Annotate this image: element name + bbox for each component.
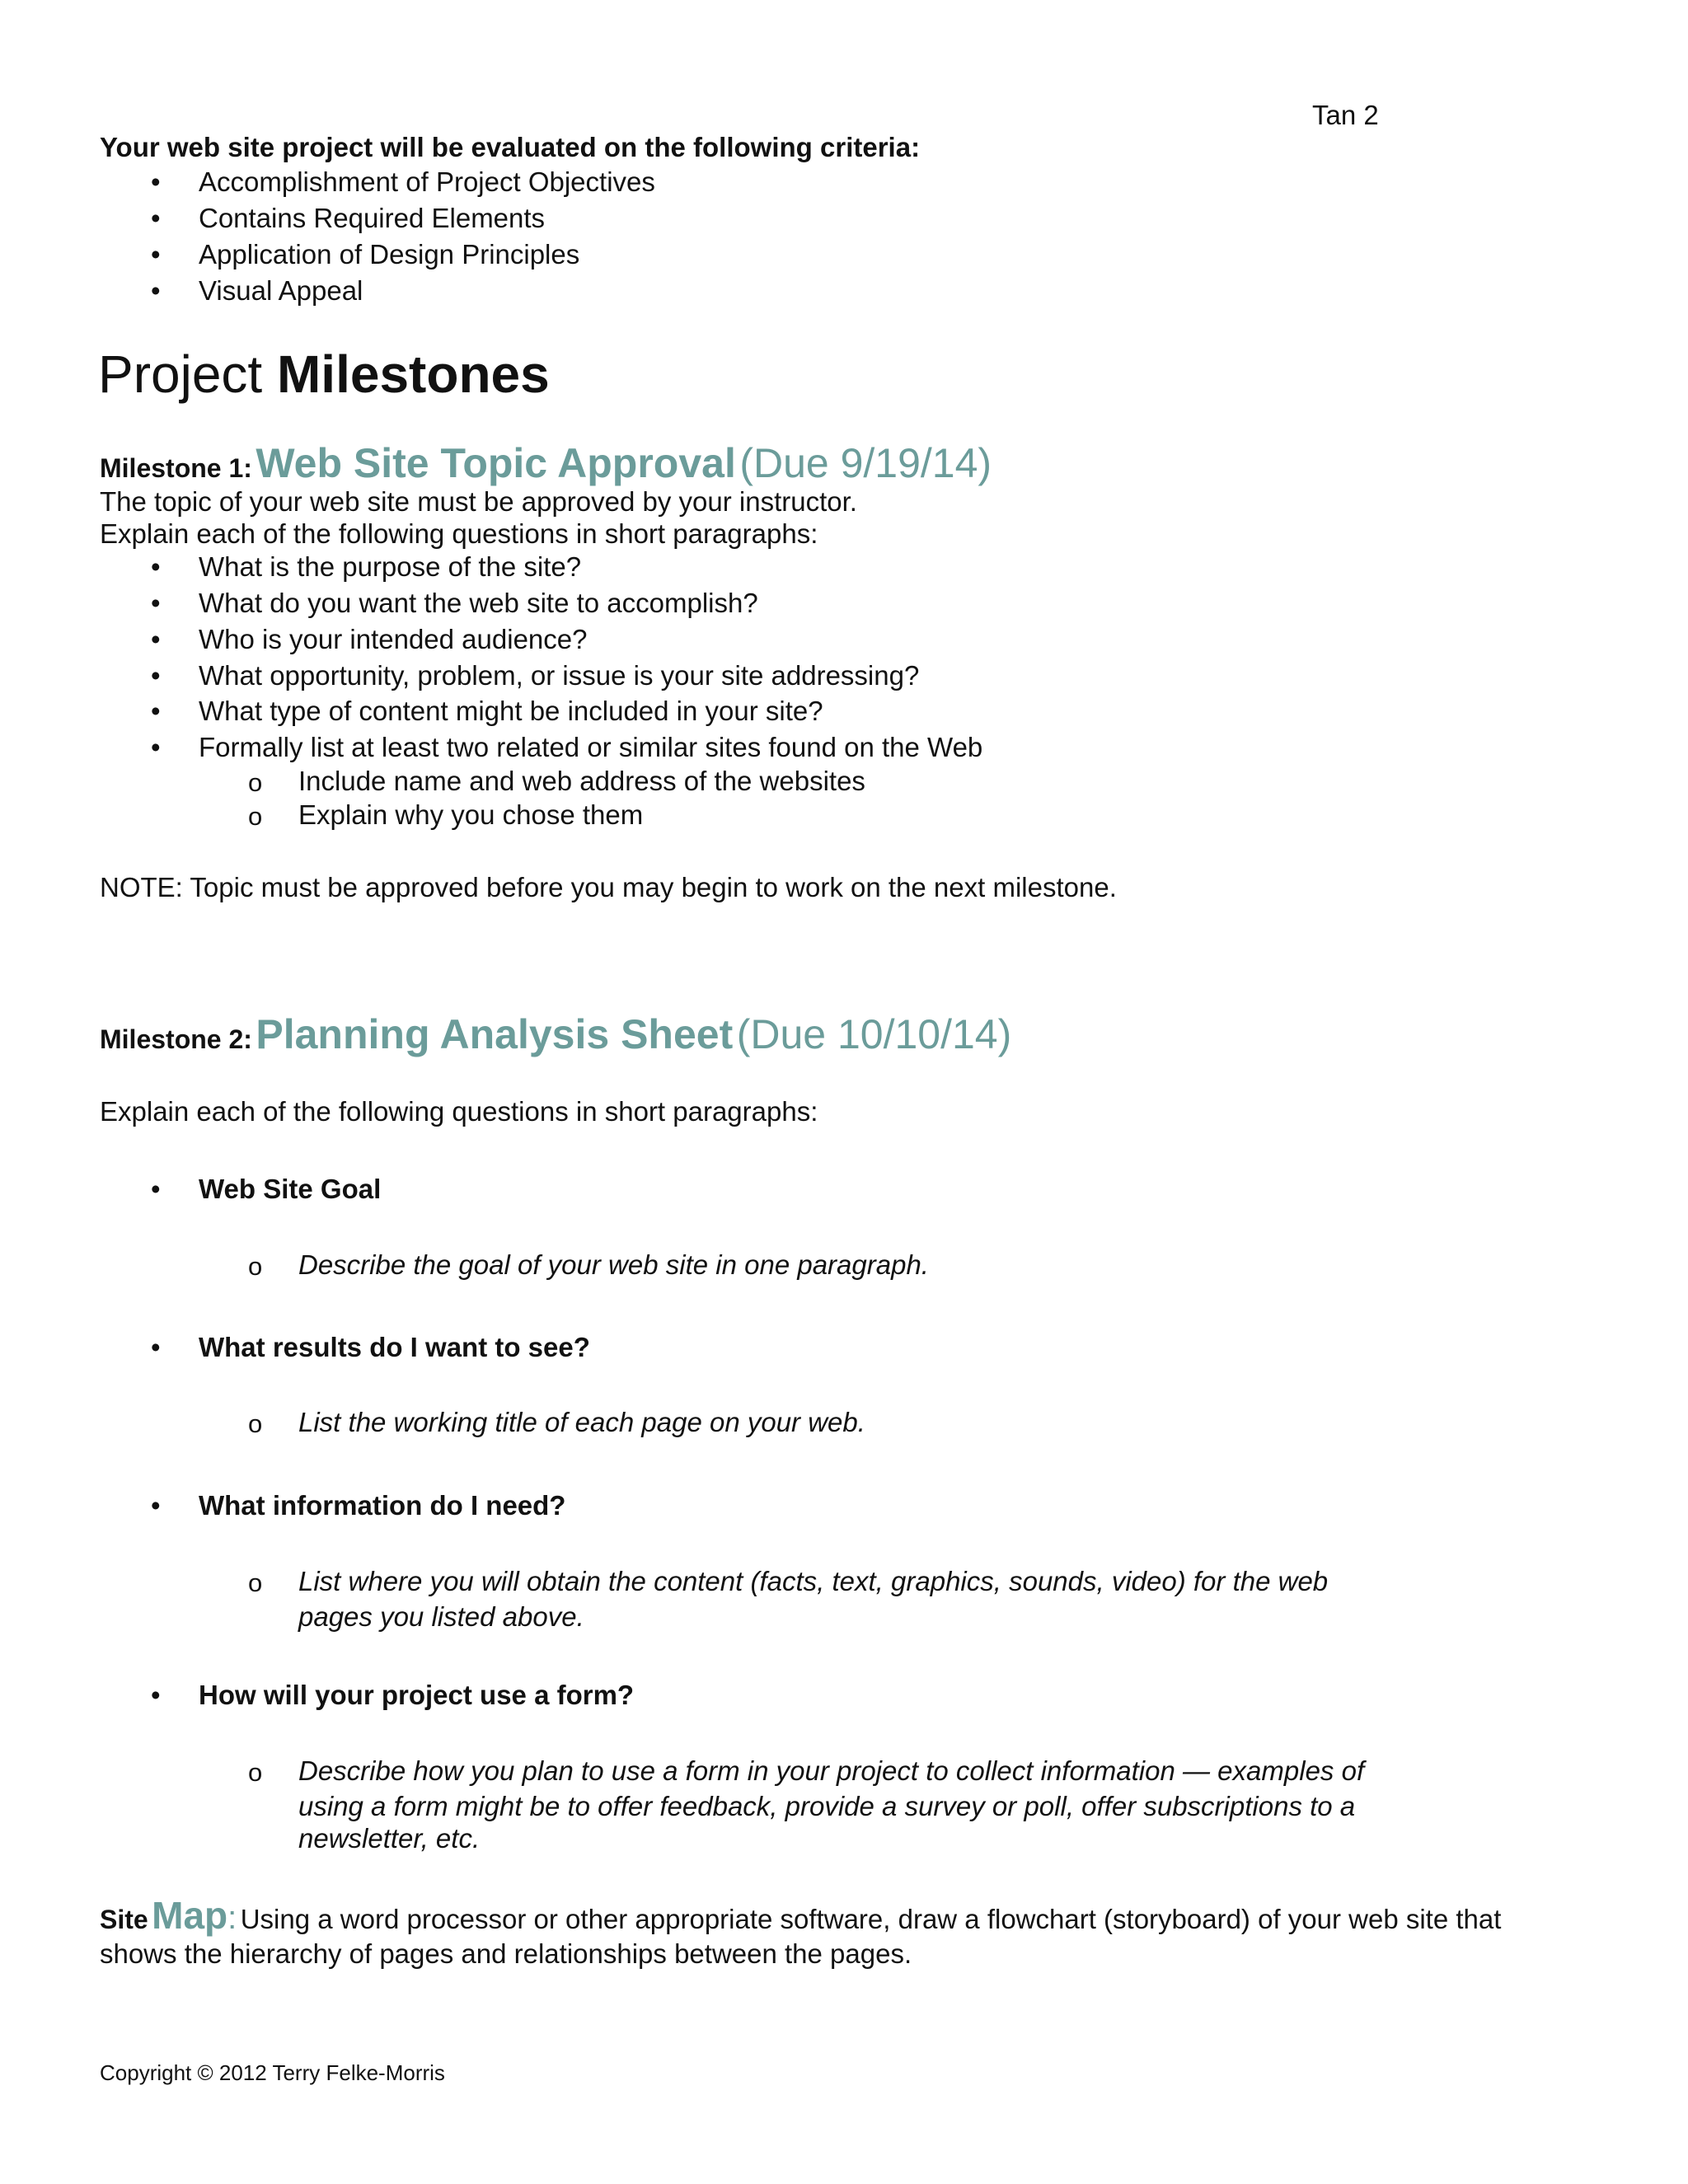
milestone2-due: (Due 10/10/14) [736,1011,1012,1057]
site-map-line2: shows the hierarchy of pages and relationships between the pages. [100,1938,912,1969]
bullet-icon [151,659,161,692]
bullet-icon [151,731,161,764]
page-number-header: Tan 2 [1312,100,1379,130]
milestone1-note: NOTE: Topic must be approved before you may begin to work on the next milestone. [100,872,1117,902]
milestone1-subitem: Include name and web address of the websites [298,766,865,796]
q3-heading: What information do I need? [199,1490,566,1521]
q1-heading: Web Site Goal [199,1174,382,1204]
q4-detail-line2: using a form might be to offer feedback, provide a survey or poll, offer subscriptions to a [298,1791,1356,1821]
bullet-icon [151,238,161,271]
milestone1-item: Who is your intended audience? [199,624,588,654]
q4-detail-line3: newsletter, etc. [298,1823,481,1854]
bullet-icon [151,551,161,583]
milestone1-item: Formally list at least two related or similar sites found on the Web [199,732,983,762]
criteria-item: Application of Design Principles [199,239,580,269]
milestone2-label: Milestone 2: [100,1024,252,1054]
circle-bullet-icon [248,1566,262,1600]
bullet-icon [151,166,161,199]
section-title-bold: Milestones [276,344,550,404]
circle-bullet-icon [248,1755,262,1789]
milestone2-intro: Explain each of the following questions in short paragraphs: [100,1096,818,1127]
milestone1-due: (Due 9/19/14) [739,440,992,486]
footer-copyright: Copyright © 2012 Terry Felke-Morris [100,2060,445,2085]
criteria-item: Contains Required Elements [199,203,546,233]
bullet-icon [151,1679,161,1712]
section-title-light: Project [98,344,263,404]
bullet-icon [151,202,161,235]
circle-bullet-icon [248,1249,262,1283]
q3-detail-line2: pages you listed above. [298,1601,584,1632]
milestone1-line2: Explain each of the following questions in short paragraphs: [100,518,818,549]
bullet-icon [151,695,161,728]
milestone1-item: What opportunity, problem, or issue is your site addressing? [199,660,920,691]
criteria-item: Visual Appeal [199,275,363,306]
bullet-icon [151,1173,161,1206]
circle-bullet-icon [248,1407,262,1441]
bullet-icon [151,274,161,307]
circle-bullet-icon [248,799,262,833]
milestone1-title: Web Site Topic Approval [256,440,736,486]
milestone1-item: What is the purpose of the site? [199,551,582,582]
bullet-icon [151,1331,161,1364]
criteria-item: Accomplishment of Project Objectives [199,166,655,197]
bullet-icon [151,623,161,656]
q4-heading: How will your project use a form? [199,1680,635,1710]
site-map-label: Site [100,1905,148,1934]
q2-detail: List the working title of each page on your web. [298,1407,865,1437]
site-map-word: Map [152,1894,228,1937]
criteria-intro: Your web site project will be evaluated on the following criteria: [100,132,921,162]
milestone1-item: What type of content might be included in your site? [199,696,823,726]
bullet-icon [151,1489,161,1522]
milestone1-item: What do you want the web site to accomplish? [199,588,758,618]
bullet-icon [151,587,161,620]
milestone2-heading [100,1010,1011,1070]
milestone1-label: Milestone 1: [100,453,252,483]
q2-heading: What results do I want to see? [199,1332,590,1362]
milestone2-title: Planning Analysis Sheet [256,1011,734,1057]
milestone1-subitem: Explain why you chose them [298,799,644,830]
section-title [98,344,550,404]
q4-detail-line1: Describe how you plan to use a form in your project to collect information — examples of [298,1755,1365,1786]
circle-bullet-icon [248,766,262,799]
q1-detail: Describe the goal of your web site in one paragraph. [298,1249,929,1280]
site-map-line1: Using a word processor or other appropriate software, draw a flowchart (storyboard) of your web site that [240,1904,1502,1934]
site-map-colon: : [227,1900,237,1936]
milestone1-line1: The topic of your web site must be approved by your instructor. [100,486,857,517]
q3-detail-line1: List where you will obtain the content (facts, text, graphics, sounds, video) for the web [298,1566,1329,1596]
